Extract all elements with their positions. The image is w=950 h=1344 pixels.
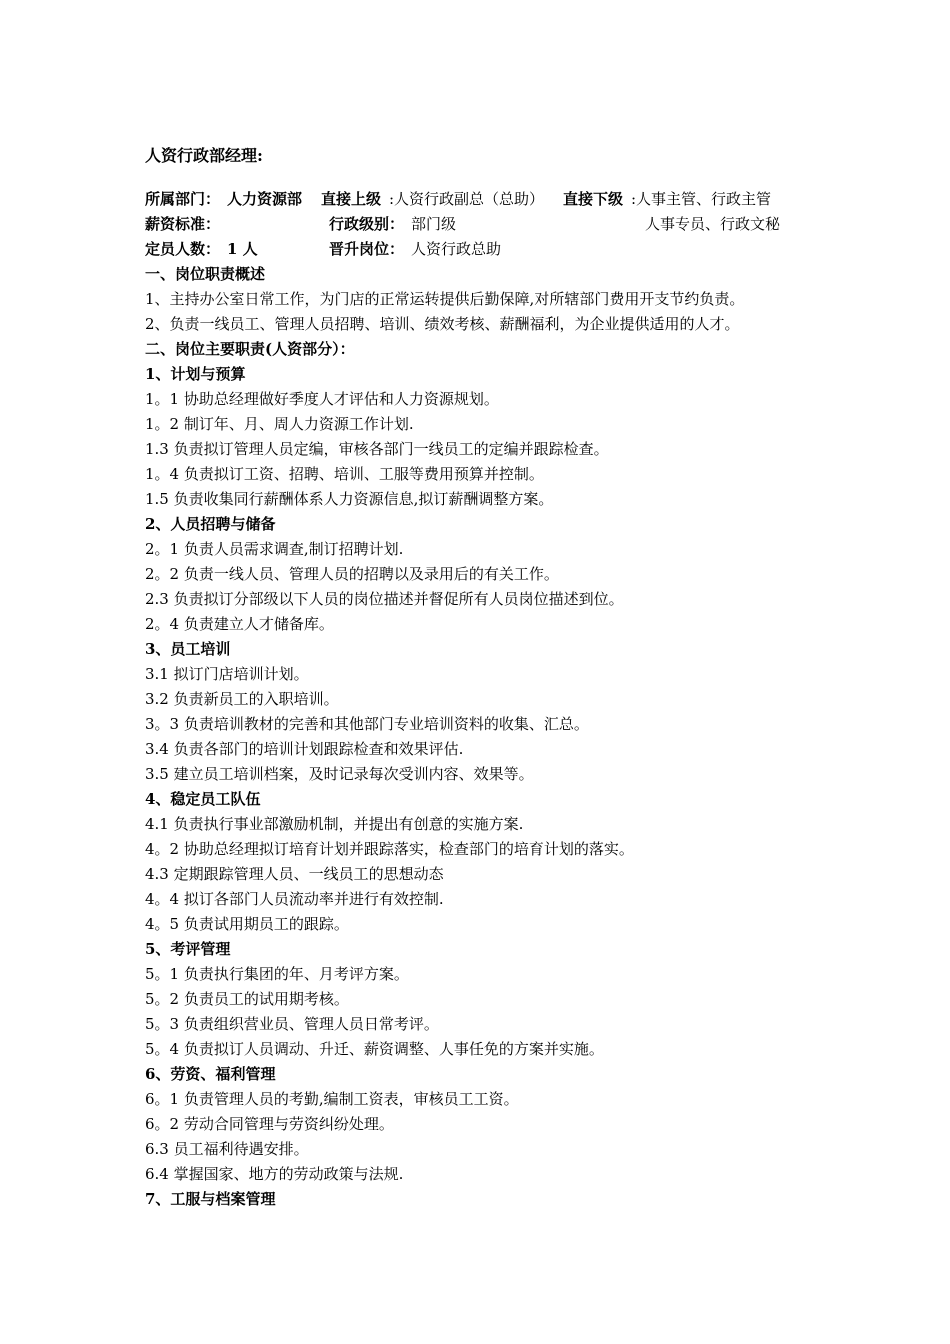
body-line: 4。4 拟订各部门人员流动率并进行有效控制. [145, 890, 444, 908]
body-line: 5。4 负责拟订人员调动、升迁、薪资调整、人事任免的方案并实施。 [145, 1040, 604, 1058]
info-row-2 [145, 212, 835, 237]
superior-value: :人资行政副总（总助） [389, 190, 545, 208]
body-line: 1、主持办公室日常工作，为门店的正常运转提供后勤保障,对所辖部门费用开支节约负责。 [145, 290, 745, 308]
body-line: 6.3 员工福利待遇安排。 [145, 1140, 309, 1158]
salary-label: 薪资标准： [145, 215, 221, 233]
section-heading: 一、岗位职责概述 [145, 265, 266, 283]
body-lines [145, 262, 835, 1212]
body-line: 6。1 负责管理人员的考勤,编制工资表，审核员工工资。 [145, 1090, 519, 1108]
headcount-value: 1 人 [227, 240, 258, 258]
subordinate-value-2: 人事专员、行政文秘 [645, 215, 781, 233]
body-line: 5。3 负责组织营业员、管理人员日常考评。 [145, 1015, 439, 1033]
body-line: 1。4 负责拟订工资、招聘、培训、工服等费用预算并控制。 [145, 465, 544, 483]
level-value: 部门级 [411, 215, 457, 233]
level-label: 行政级别： [329, 215, 405, 233]
body-line: 2。1 负责人员需求调查,制订招聘计划. [145, 540, 404, 558]
body-line: 2、负责一线员工、管理人员招聘、培训、绩效考核、薪酬福利，为企业提供适用的人才。 [145, 315, 740, 333]
body-line: 1.5 负责收集同行薪酬体系人力资源信息,拟订薪酬调整方案。 [145, 490, 554, 508]
body-line: 4。2 协助总经理拟订培育计划并跟踪落实，检查部门的培育计划的落实。 [145, 840, 634, 858]
body-line: 2。4 负责建立人才储备库。 [145, 615, 334, 633]
section-heading: 4、稳定员工队伍 [145, 790, 261, 808]
body-line: 3.5 建立员工培训档案，及时记录每次受训内容、效果等。 [145, 765, 534, 783]
body-line: 5。2 负责员工的试用期考核。 [145, 990, 349, 1008]
body-line: 4。5 负责试用期员工的跟踪。 [145, 915, 349, 933]
section-heading: 二、岗位主要职责(人资部分）： [145, 340, 355, 358]
body-line: 2。2 负责一线人员、管理人员的招聘以及录用后的有关工作。 [145, 565, 559, 583]
section-heading: 3、员工培训 [145, 640, 231, 658]
body-line: 1.3 负责拟订管理人员定编，审核各部门一线员工的定编并跟踪检查。 [145, 440, 609, 458]
subordinate-value-1: :人事主管、行政主管 [631, 190, 772, 208]
body-line: 4.1 负责执行事业部激励机制，并提出有创意的实施方案. [145, 815, 524, 833]
page-title: 人资行政部经理: [145, 146, 263, 165]
spacer [145, 168, 835, 187]
section-heading: 1、计划与预算 [145, 365, 246, 383]
document-page [145, 143, 835, 1212]
body-line: 3。3 负责培训教材的完善和其他部门专业培训资料的收集、汇总。 [145, 715, 589, 733]
body-line: 3.4 负责各部门的培训计划跟踪检查和效果评估. [145, 740, 464, 758]
dept-value: 人力资源部 [227, 190, 303, 208]
body-line: 6.4 掌握国家、地方的劳动政策与法规. [145, 1165, 404, 1183]
info-row-1 [145, 187, 835, 212]
info-row-3 [145, 237, 835, 262]
section-heading: 5、考评管理 [145, 940, 231, 958]
subordinate-label: 直接下级 [563, 190, 624, 208]
body-line: 1。1 协助总经理做好季度人才评估和人力资源规划。 [145, 390, 499, 408]
body-line: 5。1 负责执行集团的年、月考评方案。 [145, 965, 409, 983]
section-heading: 6、劳资、福利管理 [145, 1065, 276, 1083]
body-line: 4.3 定期跟踪管理人员、一线员工的思想动态 [145, 865, 444, 883]
dept-label: 所属部门： [145, 190, 221, 208]
headcount-label: 定员人数： [145, 240, 221, 258]
body-line: 1。2 制订年、月、周人力资源工作计划. [145, 415, 414, 433]
body-line: 3.1 拟订门店培训计划。 [145, 665, 309, 683]
promotion-value: 人资行政总助 [411, 240, 502, 258]
body-line: 6。2 劳动合同管理与劳资纠纷处理。 [145, 1115, 394, 1133]
promotion-label: 晋升岗位： [329, 240, 405, 258]
section-heading: 2、人员招聘与储备 [145, 515, 276, 533]
body-line: 3.2 负责新员工的入职培训。 [145, 690, 339, 708]
section-heading: 7、工服与档案管理 [145, 1190, 276, 1208]
superior-label: 直接上级 [321, 190, 382, 208]
body-line: 2.3 负责拟订分部级以下人员的岗位描述并督促所有人员岗位描述到位。 [145, 590, 624, 608]
